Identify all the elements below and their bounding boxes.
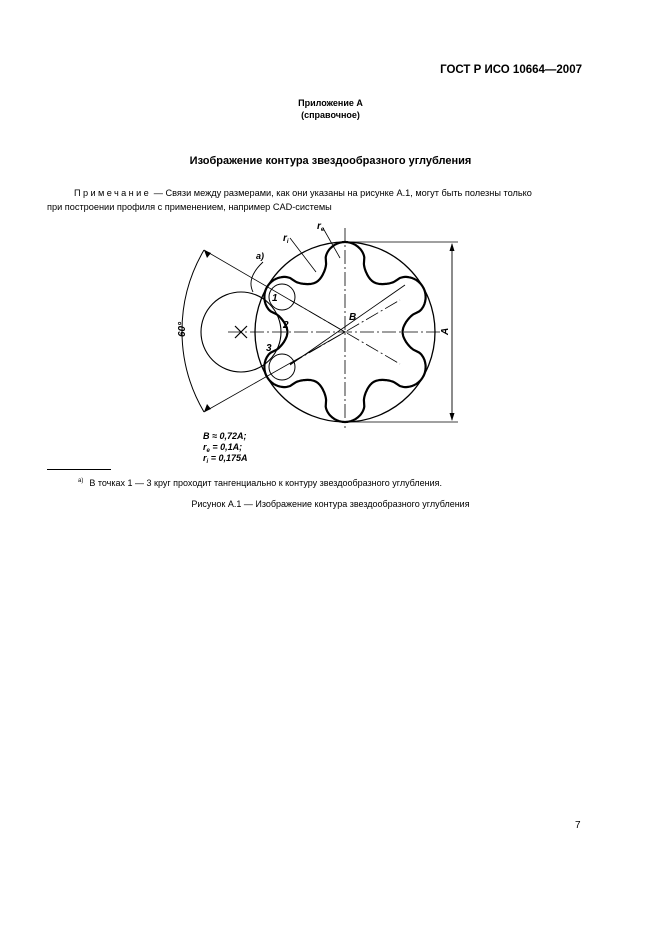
point-3: 3 (266, 343, 272, 354)
label-re: $r_e$ (317, 221, 325, 233)
dim-a-arrow-top (450, 243, 455, 251)
label-dim-a: A (440, 327, 451, 335)
footnote-marker: a) (78, 478, 84, 484)
angle-extension-lower (204, 332, 345, 412)
annex-heading (0, 97, 661, 121)
formula-re: $r_e = 0,1A$; (203, 442, 243, 454)
figure-caption: Рисунок А.1 — Изображение контура звездообразного углубления (191, 499, 470, 509)
note-line-1 (74, 186, 588, 200)
label-a: a) (256, 251, 265, 261)
dim-a-arrow-bottom (450, 413, 455, 421)
point-2: 2 (283, 320, 289, 331)
dim-b-line (290, 285, 405, 365)
ri-leader (290, 238, 316, 272)
a-leader (251, 262, 263, 292)
note-dash: — (151, 188, 166, 198)
formula-b: B ≈ 0,72A; (203, 431, 247, 441)
label-b: B (349, 312, 357, 323)
note-paragraph (47, 186, 588, 214)
document-code: ГОСТ Р ИСО 10664—2007 (440, 64, 582, 76)
page-number: 7 (575, 820, 581, 831)
point-1: 1 (272, 293, 278, 304)
annex-title: Приложение А (298, 98, 363, 108)
note-text-2: при построении профиля с применением, например CAD-системы (47, 202, 332, 212)
section-title: Изображение контура звездообразного углубления (189, 155, 472, 167)
footnote-rule (47, 469, 111, 470)
angle-arrow-upper (204, 250, 211, 258)
note-label: Примечание (74, 188, 152, 198)
label-ri: $r_i$ (283, 233, 289, 245)
footnote-text: В точках 1 — 3 круг проходит тангенциально к контуру звездообразного углубления. (89, 478, 443, 488)
angle-arrow-lower (204, 404, 211, 412)
footnote (78, 478, 442, 488)
formula-ri: $r_i = 0,175A$ (203, 453, 248, 465)
label-angle: 60° (177, 321, 188, 337)
annex-subtitle: (справочное) (301, 110, 360, 120)
angle-extension-upper (204, 250, 345, 332)
note-text-1: Связи между размерами, как они указаны на рисунке А.1, могут быть полезны только (165, 188, 532, 198)
ri-circle-lower (269, 354, 295, 380)
star-recess-figure (170, 218, 470, 466)
